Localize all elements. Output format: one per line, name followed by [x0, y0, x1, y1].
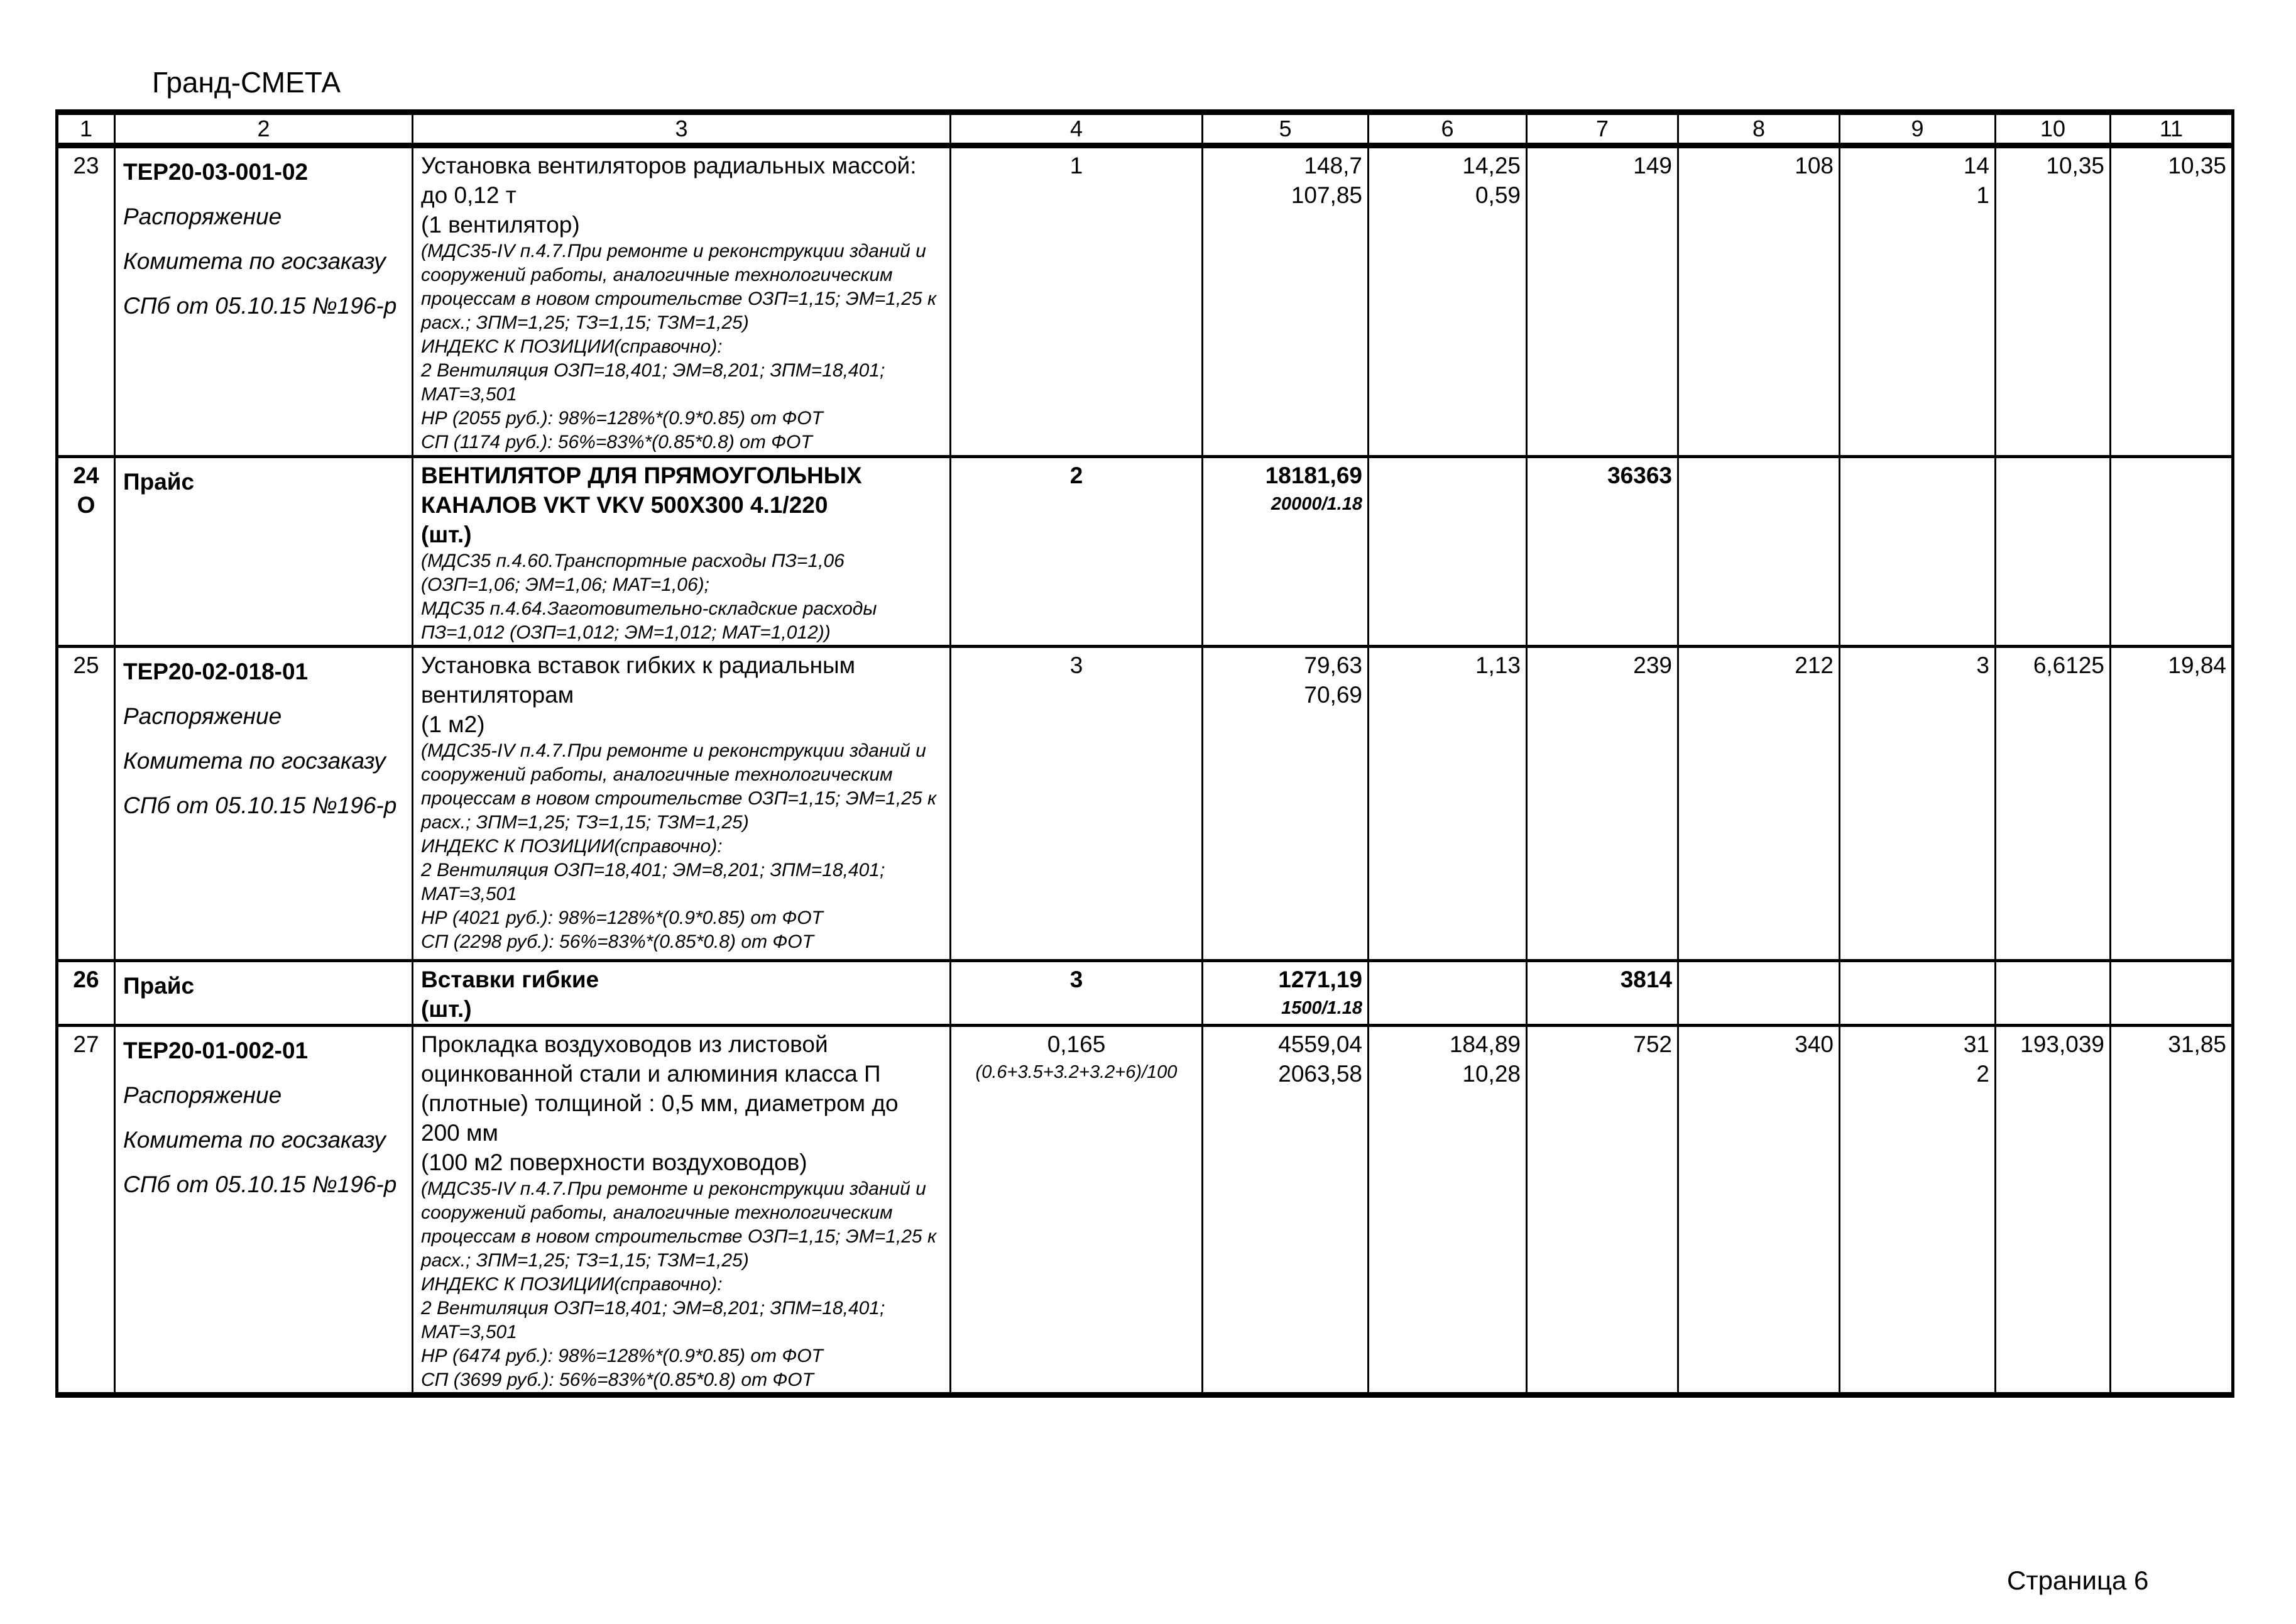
unit-cost-cell: [1203, 457, 1369, 647]
row-number: 27: [73, 1031, 99, 1057]
value-line: 3814: [1620, 967, 1672, 992]
quantity-formula: (0.6+3.5+3.2+3.2+6)/100: [975, 1062, 1178, 1082]
labor-total-cell: [2111, 961, 2233, 1026]
quantity-value: 1: [1069, 153, 1083, 178]
quantity-value: 0,165: [1047, 1031, 1106, 1057]
note-line: НР (4021 руб.): 98%=128%*(0.9*0.85) от ФОТ: [421, 908, 823, 928]
row-number-cell: [57, 146, 115, 457]
unit-of-measure: (1 м2): [421, 711, 485, 737]
value-line: 6,6125: [2033, 652, 2104, 678]
unit-of-measure: (100 м2 поверхности воздуховодов): [421, 1149, 807, 1175]
table-body: [57, 146, 2233, 1395]
value-line: 340: [1795, 1031, 1834, 1057]
value-formula: 20000/1.18: [1271, 494, 1362, 514]
row-number-cell: [57, 1026, 115, 1395]
value-line: 14: [1963, 153, 1989, 178]
row-number: 25: [73, 652, 99, 678]
value-line: 148,7: [1304, 153, 1362, 178]
value-line: 10,35: [2168, 153, 2226, 178]
work-name: Установка вставок гибких к радиальным вентиляторам: [421, 652, 856, 708]
value-line: 2063,58: [1278, 1061, 1362, 1087]
work-name: Установка вентиляторов радиальных массой: до 0,12 т: [421, 153, 917, 208]
value-line: 18181,69: [1265, 463, 1362, 488]
machines-cell: [1840, 961, 1996, 1026]
total-labor-cell: [1678, 457, 1840, 647]
description-cell: [413, 1026, 951, 1395]
row-number-cell: [57, 961, 115, 1026]
total-cost-cell: [1527, 457, 1678, 647]
table-row: [57, 1026, 2233, 1395]
position-code: ТЕР20-01-002-01: [123, 1038, 309, 1063]
row-number: 23: [73, 153, 99, 178]
value-line: 2: [1976, 1061, 1989, 1087]
column-header: 3: [413, 112, 951, 146]
unit-cost-cell: [1203, 146, 1369, 457]
position-code: Прайс: [123, 973, 195, 999]
value-line: 10,35: [2046, 153, 2104, 178]
machines-cell: [1840, 146, 1996, 457]
value-line: 1,13: [1475, 652, 1521, 678]
unit-of-measure: (шт.): [421, 522, 472, 547]
value-line: 193,039: [2020, 1031, 2104, 1057]
labor-total-cell: [2111, 457, 2233, 647]
description-cell: [413, 647, 951, 961]
quantity-cell: [951, 647, 1203, 961]
note-line: СП (2298 руб.): 56%=83%*(0.85*0.8) от ФОТ: [421, 931, 814, 952]
total-labor-cell: [1678, 647, 1840, 961]
column-header: 6: [1369, 112, 1527, 146]
quantity-cell: [951, 961, 1203, 1026]
work-name: ВЕНТИЛЯТОР ДЛЯ ПРЯМОУГОЛЬНЫХ КАНАЛОВ VKT VKV 500X300 4.1/220: [421, 463, 862, 518]
position-code: Прайс: [123, 469, 195, 495]
code-note-line: Комитета по госзаказу: [123, 1127, 386, 1153]
value-formula: 1500/1.18: [1281, 998, 1362, 1018]
note-line: СП (3699 руб.): 56%=83%*(0.85*0.8) от ФОТ: [421, 1369, 814, 1390]
row-number-cell: [57, 647, 115, 961]
unit-cost-labor-cell: [1369, 961, 1527, 1026]
total-labor-cell: [1678, 146, 1840, 457]
code-note-line: Распоряжение: [123, 703, 282, 729]
value-line: 70,69: [1304, 682, 1362, 708]
code-cell: [115, 146, 413, 457]
description-cell: [413, 146, 951, 457]
column-header: 2: [115, 112, 413, 146]
note-line: (МДС35-IV п.4.7.При ремонте и реконструкции зданий и сооружений работы, аналогичные технологическим процессам в новом строительстве ОЗП=1,15; ЭМ=1,25 к расх.; ЗПМ=1,25; ТЗ=1,15; ТЗМ=1,25): [421, 1178, 937, 1271]
quantity-cell: [951, 146, 1203, 457]
column-header: 10: [1996, 112, 2111, 146]
table-row: [57, 961, 2233, 1026]
note-line: ИНДЕКС К ПОЗИЦИИ(справочно):: [421, 336, 723, 357]
value-line: 10,28: [1462, 1061, 1521, 1087]
note-line: (МДС35-IV п.4.7.При ремонте и реконструкции зданий и сооружений работы, аналогичные технологическим процессам в новом строительстве ОЗП=1,15; ЭМ=1,25 к расх.; ЗПМ=1,25; ТЗ=1,15; ТЗМ=1,25): [421, 241, 937, 333]
machines-cell: [1840, 647, 1996, 961]
note-line: ИНДЕКС К ПОЗИЦИИ(справочно):: [421, 1274, 723, 1295]
value-line: 3: [1976, 652, 1989, 678]
note-line: ИНДЕКС К ПОЗИЦИИ(справочно):: [421, 836, 723, 857]
value-line: 149: [1633, 153, 1672, 178]
note-line: (МДС35-IV п.4.7.При ремонте и реконструкции зданий и сооружений работы, аналогичные технологическим процессам в новом строительстве ОЗП=1,15; ЭМ=1,25 к расх.; ЗПМ=1,25; ТЗ=1,15; ТЗМ=1,25): [421, 740, 937, 833]
note-line: СП (1174 руб.): 56%=83%*(0.85*0.8) от ФОТ: [421, 432, 812, 453]
note-line: НР (6474 руб.): 98%=128%*(0.9*0.85) от ФОТ: [421, 1346, 823, 1366]
row-number-cell: [57, 457, 115, 647]
code-note-line: СПб от 05.10.15 №196-р: [123, 1171, 397, 1197]
table-row: [57, 146, 2233, 457]
work-name: Прокладка воздуховодов из листовой оцинкованной стали и алюминия класса П (плотные) толщиной : 0,5 мм, диаметром до 200 мм: [421, 1031, 899, 1146]
position-code: ТЕР20-02-018-01: [123, 659, 309, 684]
column-header: 4: [951, 112, 1203, 146]
labor-unit-cell: [1996, 1026, 2111, 1395]
equipment-mark: О: [77, 492, 96, 518]
labor-unit-cell: [1996, 961, 2111, 1026]
unit-cost-labor-cell: [1369, 457, 1527, 647]
unit-cost-cell: [1203, 961, 1369, 1026]
machines-cell: [1840, 457, 1996, 647]
table-header: [57, 112, 2233, 146]
unit-cost-cell: [1203, 647, 1369, 961]
labor-total-cell: [2111, 1026, 2233, 1395]
value-line: 1: [1976, 182, 1989, 208]
note-line: 2 Вентиляция ОЗП=18,401; ЭМ=8,201; ЗПМ=18,401; МАТ=3,501: [421, 1298, 885, 1342]
value-line: 212: [1795, 652, 1834, 678]
description-cell: [413, 457, 951, 647]
value-line: 4559,04: [1278, 1031, 1362, 1057]
value-line: 107,85: [1291, 182, 1362, 208]
total-cost-cell: [1527, 961, 1678, 1026]
value-line: 19,84: [2168, 652, 2226, 678]
value-line: 184,89: [1449, 1031, 1521, 1057]
unit-cost-labor-cell: [1369, 146, 1527, 457]
labor-total-cell: [2111, 146, 2233, 457]
description-cell: [413, 961, 951, 1026]
unit-cost-cell: [1203, 1026, 1369, 1395]
quantity-cell: [951, 457, 1203, 647]
labor-unit-cell: [1996, 146, 2111, 457]
quantity-value: 3: [1069, 652, 1083, 678]
total-cost-cell: [1527, 1026, 1678, 1395]
table-row: [57, 647, 2233, 961]
column-header: 9: [1840, 112, 1996, 146]
work-name: Вставки гибкие: [421, 967, 599, 992]
value-line: 31: [1963, 1031, 1989, 1057]
total-cost-cell: [1527, 647, 1678, 961]
column-header: 7: [1527, 112, 1678, 146]
column-header: 8: [1678, 112, 1840, 146]
note-line: НР (2055 руб.): 98%=128%*(0.9*0.85) от ФОТ: [421, 408, 823, 429]
note-line: 2 Вентиляция ОЗП=18,401; ЭМ=8,201; ЗПМ=18,401; МАТ=3,501: [421, 360, 885, 405]
app-title: Гранд-СМЕТА: [152, 66, 341, 99]
total-cost-cell: [1527, 146, 1678, 457]
column-header: 5: [1203, 112, 1369, 146]
value-line: 752: [1633, 1031, 1672, 1057]
unit-cost-labor-cell: [1369, 647, 1527, 961]
labor-unit-cell: [1996, 457, 2111, 647]
value-line: 36363: [1607, 463, 1672, 488]
value-line: 0,59: [1475, 182, 1521, 208]
column-header: 1: [57, 112, 115, 146]
code-note-line: Комитета по госзаказу: [123, 748, 386, 774]
quantity-cell: [951, 1026, 1203, 1395]
machines-cell: [1840, 1026, 1996, 1395]
value-line: 239: [1633, 652, 1672, 678]
code-cell: [115, 647, 413, 961]
note-line: МДС35 п.4.64.Заготовительно-складские расходы ПЗ=1,012 (ОЗП=1,012; ЭМ=1,012; МАТ=1,012)): [421, 598, 877, 643]
code-cell: [115, 1026, 413, 1395]
code-note-line: СПб от 05.10.15 №196-р: [123, 293, 397, 319]
table-header-row: [57, 112, 2233, 146]
total-labor-cell: [1678, 961, 1840, 1026]
quantity-value: 3: [1069, 967, 1083, 992]
code-note-line: Распоряжение: [123, 1082, 282, 1108]
position-code: ТЕР20-03-001-02: [123, 159, 309, 185]
note-line: 2 Вентиляция ОЗП=18,401; ЭМ=8,201; ЗПМ=18,401; МАТ=3,501: [421, 860, 885, 904]
unit-cost-labor-cell: [1369, 1026, 1527, 1395]
quantity-value: 2: [1069, 463, 1083, 488]
value-line: 108: [1795, 153, 1834, 178]
code-note-line: Распоряжение: [123, 204, 282, 229]
value-line: 31,85: [2168, 1031, 2226, 1057]
row-number: 24: [73, 463, 99, 488]
table-row: [57, 457, 2233, 647]
unit-of-measure: (шт.): [421, 996, 472, 1022]
value-line: 14,25: [1462, 153, 1521, 178]
column-header: 11: [2111, 112, 2233, 146]
unit-of-measure: (1 вентилятор): [421, 212, 580, 238]
row-number: 26: [73, 967, 99, 992]
labor-unit-cell: [1996, 647, 2111, 961]
total-labor-cell: [1678, 1026, 1840, 1395]
code-cell: [115, 457, 413, 647]
page-number: Страница 6: [2007, 1566, 2149, 1595]
code-cell: [115, 961, 413, 1026]
code-note-line: Комитета по госзаказу: [123, 248, 386, 274]
code-note-line: СПб от 05.10.15 №196-р: [123, 793, 397, 818]
estimate-table: [55, 109, 2234, 1398]
note-line: (МДС35 п.4.60.Транспортные расходы ПЗ=1,06 (ОЗП=1,06; ЭМ=1,06; МАТ=1,06);: [421, 551, 845, 595]
labor-total-cell: [2111, 647, 2233, 961]
value-line: 79,63: [1304, 652, 1362, 678]
value-line: 1271,19: [1278, 967, 1362, 992]
